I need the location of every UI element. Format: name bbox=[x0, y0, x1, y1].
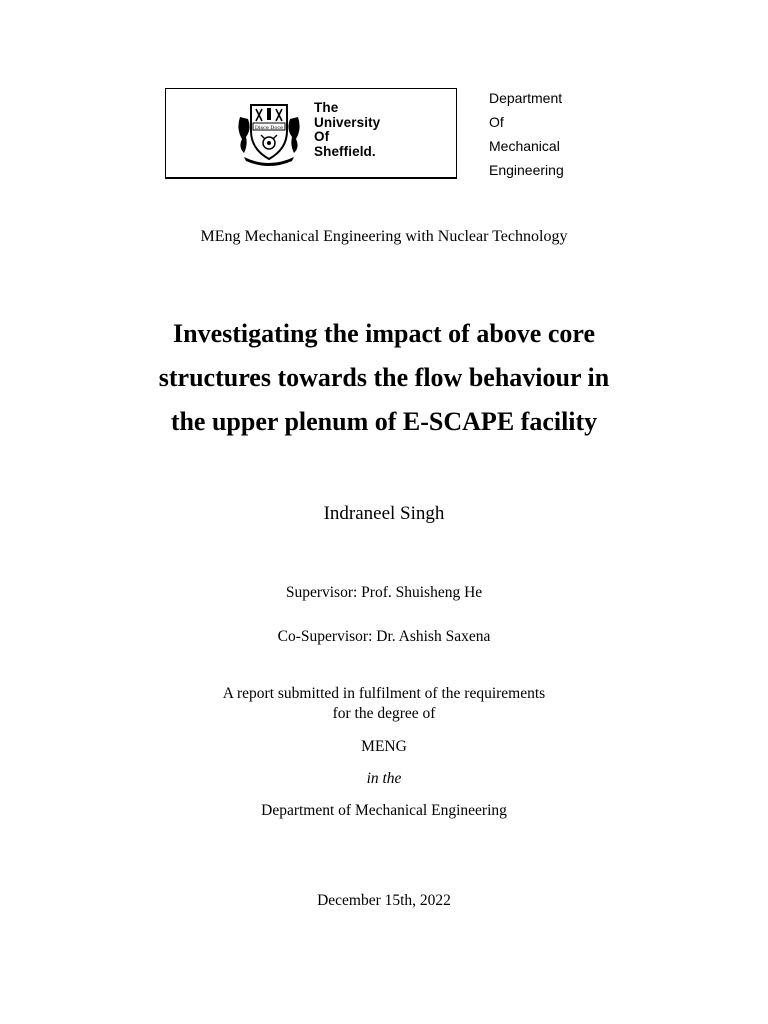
department-header-line: Mechanical bbox=[489, 138, 560, 154]
university-name-line: University bbox=[314, 114, 381, 130]
university-name-line: The bbox=[314, 100, 339, 115]
university-name bbox=[314, 101, 380, 159]
title-line: Investigating the impact of above core bbox=[173, 319, 595, 348]
in-the-text: in the bbox=[366, 770, 402, 787]
title-line: structures towards the flow behaviour in bbox=[158, 363, 610, 392]
university-logo bbox=[165, 88, 457, 179]
university-crest-icon bbox=[234, 99, 304, 167]
department-name: Department of Mechanical Engineering bbox=[261, 802, 507, 819]
report-statement bbox=[0, 684, 768, 724]
submission-date: December 15th, 2022 bbox=[317, 892, 451, 909]
report-statement-line: for the degree of bbox=[332, 705, 436, 722]
title-line: the upper plenum of E-SCAPE facility bbox=[170, 407, 598, 436]
department-header-line: Engineering bbox=[489, 162, 564, 178]
report-statement-line: A report submitted in fulfilment of the requirements bbox=[222, 685, 546, 702]
degree: MENG bbox=[361, 738, 407, 755]
department-header bbox=[489, 86, 564, 182]
university-name-line: Sheffield. bbox=[314, 143, 376, 159]
supervisor: Supervisor: Prof. Shuisheng He bbox=[285, 584, 483, 601]
author-name: Indraneel Singh bbox=[323, 503, 445, 524]
department-header-line: Department bbox=[489, 90, 563, 106]
co-supervisor: Co-Supervisor: Dr. Ashish Saxena bbox=[277, 628, 491, 645]
crest-banner-text: Disce Doce bbox=[254, 125, 284, 131]
program-name: MEng Mechanical Engineering with Nuclear Technology bbox=[200, 228, 568, 245]
department-header-line: Of bbox=[489, 114, 504, 130]
report-title bbox=[84, 312, 684, 444]
university-name-line: Of bbox=[314, 129, 330, 144]
